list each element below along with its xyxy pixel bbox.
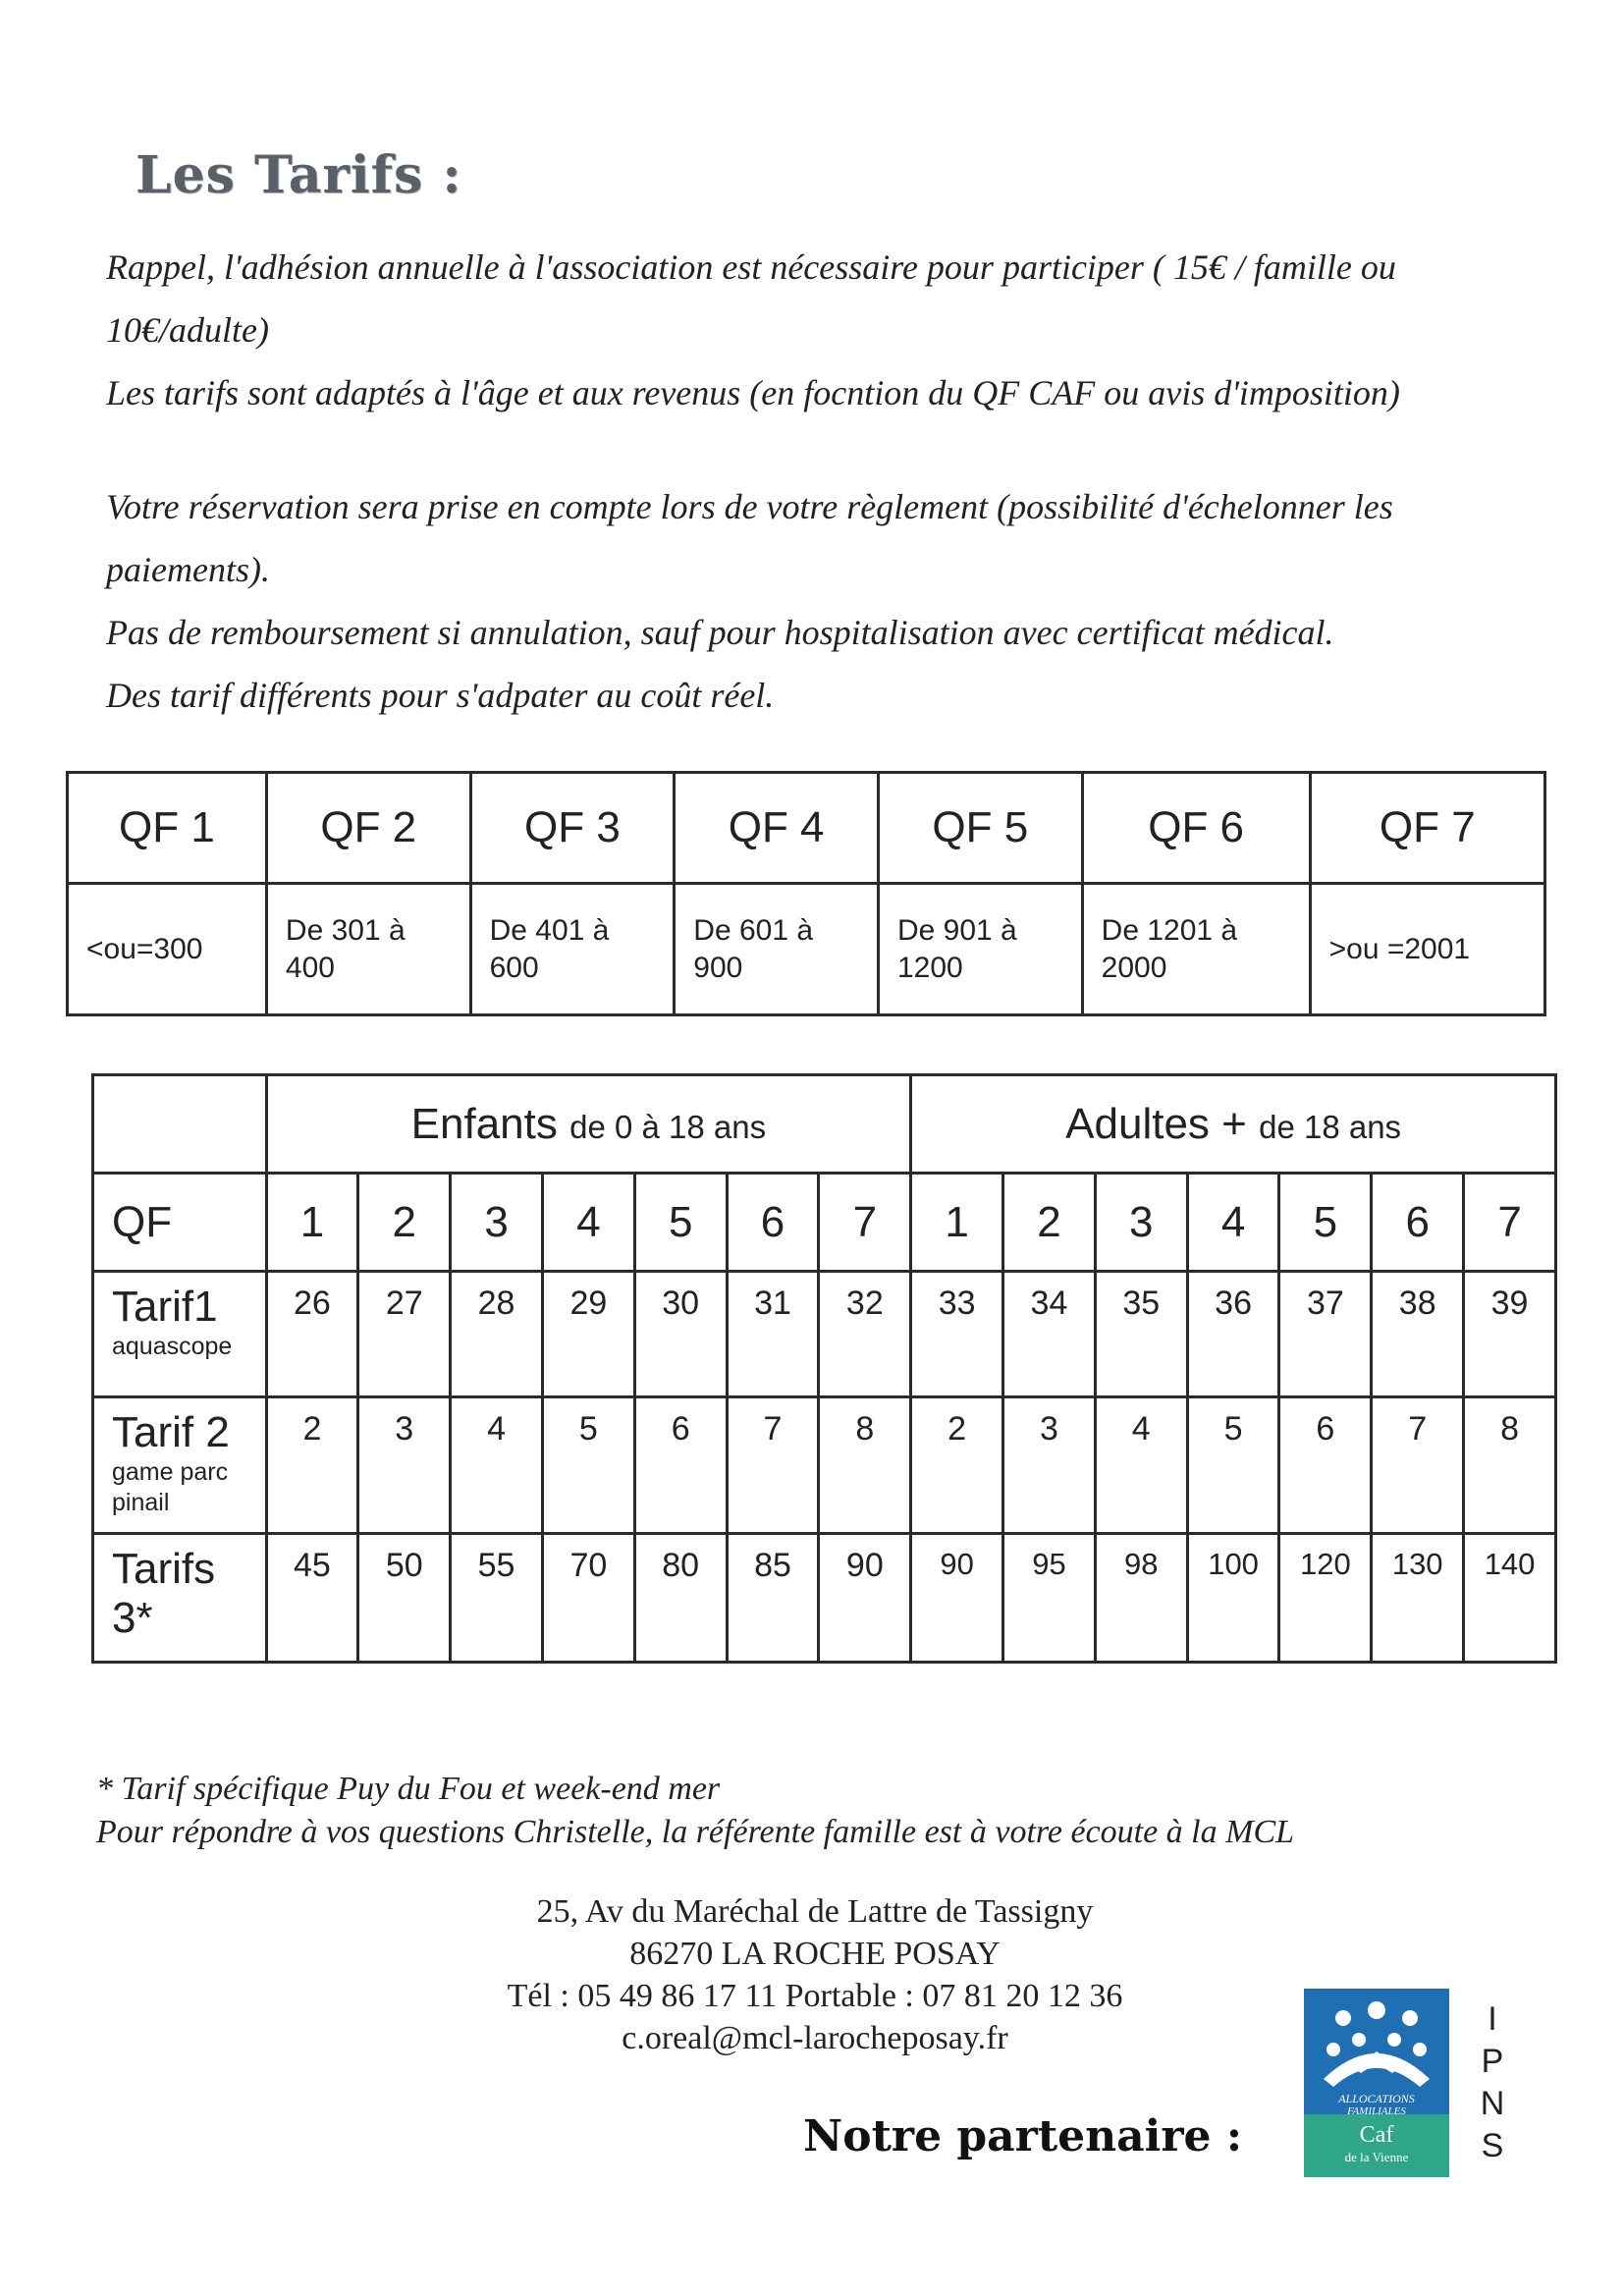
tarif-value: 39	[1464, 1272, 1556, 1397]
tarif-value: 8	[819, 1397, 911, 1534]
intro-line: 10€/adulte)	[106, 310, 269, 350]
tarif-value: 32	[819, 1272, 911, 1397]
intro-line: Les tarifs sont adaptés à l'âge et aux revenus (en focntion du QF CAF ou avis d'imposition)	[106, 373, 1400, 412]
tarif-value: 55	[451, 1534, 543, 1663]
tarif-sub: pinail	[112, 1489, 170, 1516]
adultes-header: Adultes + de 18 ans	[911, 1075, 1556, 1174]
tarif-value: 35	[1095, 1272, 1187, 1397]
intro-line: paiements).	[106, 550, 270, 589]
intro-line: Rappel, l'adhésion annuelle à l'association est nécessaire pour participer ( 15€ / famille ou	[106, 247, 1396, 287]
qf-header: QF 1	[68, 773, 267, 884]
qf-header: QF 3	[470, 773, 675, 884]
tarif-name: Tarif 2	[112, 1408, 230, 1456]
qf-number-cell: 5	[634, 1174, 727, 1272]
qf-number-cell: 1	[266, 1174, 358, 1272]
qf-number-cell: 3	[451, 1174, 543, 1272]
address-phone: Tél : 05 49 86 17 11 Portable : 07 81 20 12 36	[507, 1978, 1123, 2014]
tarif-value: 140	[1464, 1534, 1556, 1663]
intro-line: Pas de remboursement si annulation, sauf pour hospitalisation avec certificat médical.	[106, 613, 1334, 652]
intro-line: Votre réservation sera prise en compte lors de votre règlement (possibilité d'échelonner les	[106, 487, 1393, 526]
footnote-line: Pour répondre à vos questions Christelle, la référente famille est à votre écoute à la MCL	[96, 1814, 1295, 1850]
address-city: 86270 LA ROCHE POSAY	[629, 1936, 1001, 1972]
tarif-value: 33	[911, 1272, 1003, 1397]
qf-range-row	[68, 884, 1545, 1015]
qf-number-cell: 7	[1464, 1174, 1556, 1272]
tarif-value: 3	[358, 1397, 451, 1534]
qf-range-table	[66, 771, 1546, 1016]
qf-range-cell: De 401 à 600	[470, 884, 675, 1015]
qf-number-cell: 2	[358, 1174, 451, 1272]
qf-range-cell: <ou=300	[68, 884, 267, 1015]
tarif-value: 30	[634, 1272, 727, 1397]
tarif-name: Tarif1	[112, 1283, 218, 1331]
tarif-sub: 3*	[112, 1594, 153, 1642]
tarif-value: 34	[1003, 1272, 1096, 1397]
caf-logo	[1304, 1989, 1449, 2177]
tarif-value: 100	[1187, 1534, 1279, 1663]
tarif-value: 38	[1372, 1272, 1464, 1397]
svg-text:Caf: Caf	[1359, 2122, 1394, 2148]
tarif-value: 5	[1187, 1397, 1279, 1534]
tarif-value: 80	[634, 1534, 727, 1663]
qf-number-cell: 1	[911, 1174, 1003, 1272]
tarif-value: 45	[266, 1534, 358, 1663]
tarif-sub: aquascope	[112, 1333, 233, 1360]
corner-cell	[93, 1075, 267, 1174]
tarif-value: 36	[1187, 1272, 1279, 1397]
qf-range-cell: De 1201 à 2000	[1082, 884, 1310, 1015]
tarif-row	[93, 1272, 1556, 1397]
qf-range-cell: De 901 à 1200	[878, 884, 1082, 1015]
ipns-label: I P N S	[1480, 2000, 1505, 2164]
qf-header: QF 6	[1082, 773, 1310, 884]
qf-label: QF	[93, 1174, 267, 1272]
intro-text	[106, 236, 1520, 727]
tarif-value: 70	[542, 1534, 634, 1663]
page-title: Les Tarifs :	[135, 145, 462, 205]
intro-line: Des tarif différents pour s'adpater au coût réel.	[106, 676, 775, 715]
tarif-value: 27	[358, 1272, 451, 1397]
qf-number-cell: 3	[1095, 1174, 1187, 1272]
tarif-sub: game parc	[112, 1458, 229, 1486]
tarif-label	[93, 1534, 267, 1663]
qf-number-cell: 4	[1187, 1174, 1279, 1272]
address-email[interactable]: c.oreal@mcl-larocheposay.fr	[622, 2020, 1008, 2056]
tarif-value: 90	[911, 1534, 1003, 1663]
footnote-line: * Tarif spécifique Puy du Fou et week-end mer	[96, 1771, 721, 1807]
qf-number-cell: 5	[1279, 1174, 1372, 1272]
qf-range-cell: >ou =2001	[1310, 884, 1544, 1015]
qf-header: QF 4	[675, 773, 879, 884]
tarif-label	[93, 1272, 267, 1397]
tarif-table	[91, 1073, 1557, 1664]
address-street: 25, Av du Maréchal de Lattre de Tassigny	[536, 1893, 1094, 1930]
svg-text:ALLOCATIONS: ALLOCATIONS	[1338, 2092, 1415, 2105]
qf-number-cell: 6	[727, 1174, 819, 1272]
svg-text:de la Vienne: de la Vienne	[1344, 2150, 1409, 2164]
tarif-value: 4	[451, 1397, 543, 1534]
tarif-value: 29	[542, 1272, 634, 1397]
qf-header-row	[68, 773, 1545, 884]
footnote	[96, 1768, 1569, 1854]
tarif-value: 7	[727, 1397, 819, 1534]
tarif-label	[93, 1397, 267, 1534]
svg-text:FAMILIALES: FAMILIALES	[1347, 2105, 1406, 2117]
qf-number-row	[93, 1174, 1556, 1272]
partner-label: Notre partenaire :	[803, 2111, 1243, 2161]
tarif-value: 2	[266, 1397, 358, 1534]
tarif-value: 8	[1464, 1397, 1556, 1534]
tarif-group-row	[93, 1075, 1556, 1174]
qf-header: QF 7	[1310, 773, 1544, 884]
tarif-value: 2	[911, 1397, 1003, 1534]
tarif-value: 31	[727, 1272, 819, 1397]
tarif-value: 6	[634, 1397, 727, 1534]
tarif-name: Tarifs	[112, 1545, 216, 1593]
enfants-header: Enfants de 0 à 18 ans	[266, 1075, 911, 1174]
qf-range-cell: De 601 à 900	[675, 884, 879, 1015]
tarif-value: 85	[727, 1534, 819, 1663]
tarif-value: 7	[1372, 1397, 1464, 1534]
qf-number-cell: 2	[1003, 1174, 1096, 1272]
tarif-value: 5	[542, 1397, 634, 1534]
tarif-value: 37	[1279, 1272, 1372, 1397]
tarif-value: 3	[1003, 1397, 1096, 1534]
tarif-value: 28	[451, 1272, 543, 1397]
tarif-value: 95	[1003, 1534, 1096, 1663]
tarif-row	[93, 1534, 1556, 1663]
tarif-value: 26	[266, 1272, 358, 1397]
qf-header: QF 5	[878, 773, 1082, 884]
qf-header: QF 2	[266, 773, 470, 884]
tarif-row	[93, 1397, 1556, 1534]
tarif-value: 130	[1372, 1534, 1464, 1663]
contact-address	[373, 1890, 1257, 2059]
tarif-value: 4	[1095, 1397, 1187, 1534]
tarif-value: 98	[1095, 1534, 1187, 1663]
qf-number-cell: 7	[819, 1174, 911, 1272]
tarif-value: 6	[1279, 1397, 1372, 1534]
qf-number-cell: 4	[542, 1174, 634, 1272]
qf-range-cell: De 301 à 400	[266, 884, 470, 1015]
qf-number-cell: 6	[1372, 1174, 1464, 1272]
tarif-value: 50	[358, 1534, 451, 1663]
tarif-value: 90	[819, 1534, 911, 1663]
tarif-value: 120	[1279, 1534, 1372, 1663]
